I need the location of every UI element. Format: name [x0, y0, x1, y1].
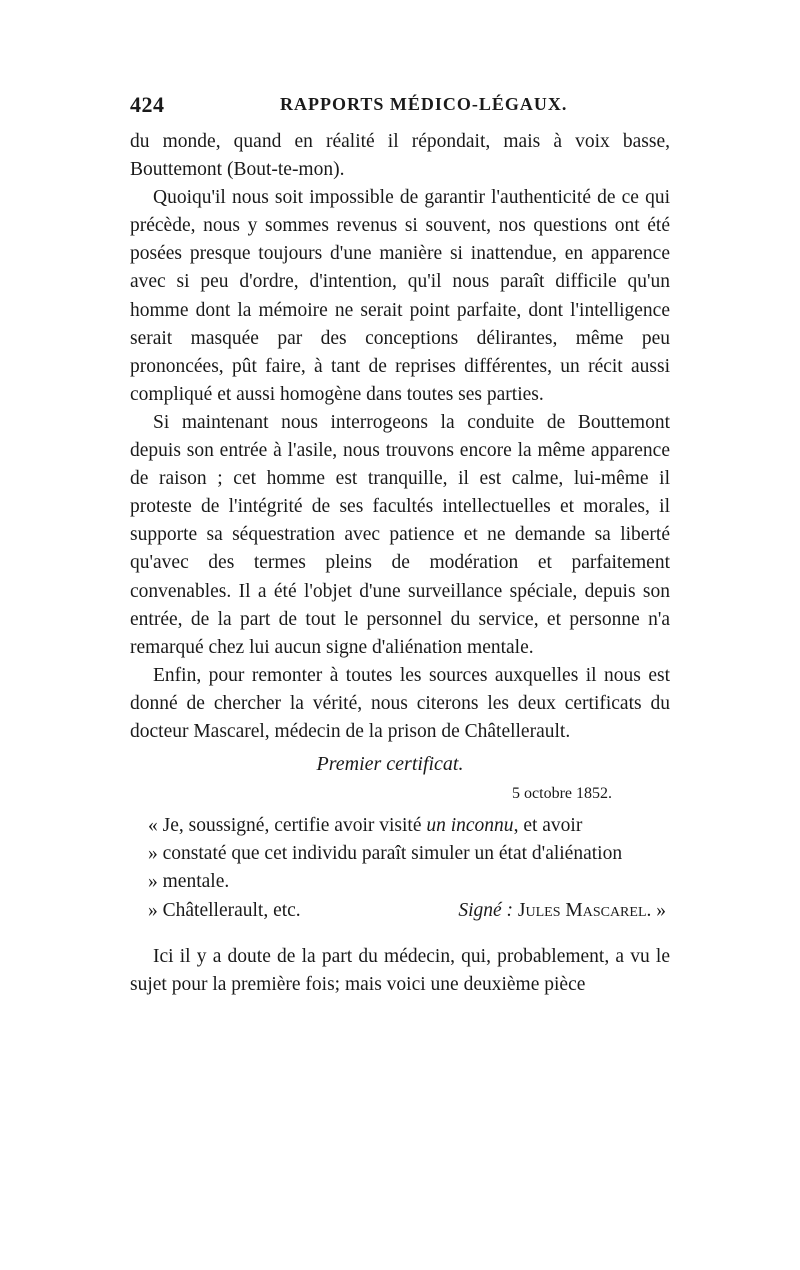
certificate-title: Premier certificat. [316, 753, 464, 776]
certificate-quote-line: » constaté que cet individu paraît simuler un état d'aliénation [148, 843, 623, 865]
certificate-place: » Châtellerault, etc. [148, 899, 301, 921]
certificate-quote-line: » mentale. [148, 871, 230, 893]
quote-italic-text: un inconnu [426, 815, 514, 837]
page-body [130, 128, 670, 999]
quote-text: « Je, soussigné, certifie avoir visité [148, 815, 427, 837]
certificate-signature [458, 897, 666, 925]
page-header [130, 92, 670, 122]
paragraph: Ici il y a doute de la part du médecin, qui, probablement, a vu le sujet pour la première fois; mais voici une deuxième pièce [130, 945, 670, 995]
running-head: RAPPORTS MÉDICO-LÉGAUX. [280, 94, 568, 114]
paragraph: Enfin, pour remonter à toutes les sources auxquelles il nous est donné de chercher la vérité, nous citerons les deux certificats du docteur Mascarel, médecin de la prison de Châtellerault. [130, 664, 670, 742]
paragraph: Quoiqu'il nous soit impossible de garantir l'authenticité de ce qui précède, nous y sommes revenus si souvent, nos questions ont été posées presque toujours d'une manière si inattendue, en apparence avec si peu d'ordre, d'intention, qu'il nous paraît difficile qu'un homme dont la mémoire ne serait point parfaite, dont l'intelligence serait masquée par des conceptions délirantes, même peu prononcées, pût faire, à tant de reprises différentes, un récit aussi compliqué et aussi homogène dans toutes ses parties. [130, 187, 670, 405]
certificate-quote-line [130, 812, 670, 840]
paragraph-continuation: du monde, quand en réalité il répondait, mais à voix basse, Bouttemont (Bout-te-mon). [130, 131, 670, 181]
quote-text: , et avoir [513, 815, 583, 837]
certificate-signature-line [130, 897, 670, 925]
signature-label: Signé : [458, 899, 514, 921]
page-number: 424 [130, 92, 165, 117]
paragraph: Si maintenant nous interrogeons la conduite de Bouttemont depuis son entrée à l'asile, nous trouvons encore la même apparence de raison ; cet homme est tranquille, il est calme, lui-même il proteste de l'intégrité de ses facultés intellectuelles et morales, il supporte sa séquestration avec patience et ne demande sa liberté qu'avec des termes pleins de modération et parfaitement convenables. Il a été l'objet d'une surveillance spéciale, depuis son entrée, de la part de tout le personnel du service, et personne n'a remarqué chez lui aucun signe d'aliénation mentale. [130, 411, 670, 658]
certificate-date: 5 octobre 1852. [512, 785, 612, 803]
signature-name: Jules Mascarel. » [517, 899, 666, 921]
